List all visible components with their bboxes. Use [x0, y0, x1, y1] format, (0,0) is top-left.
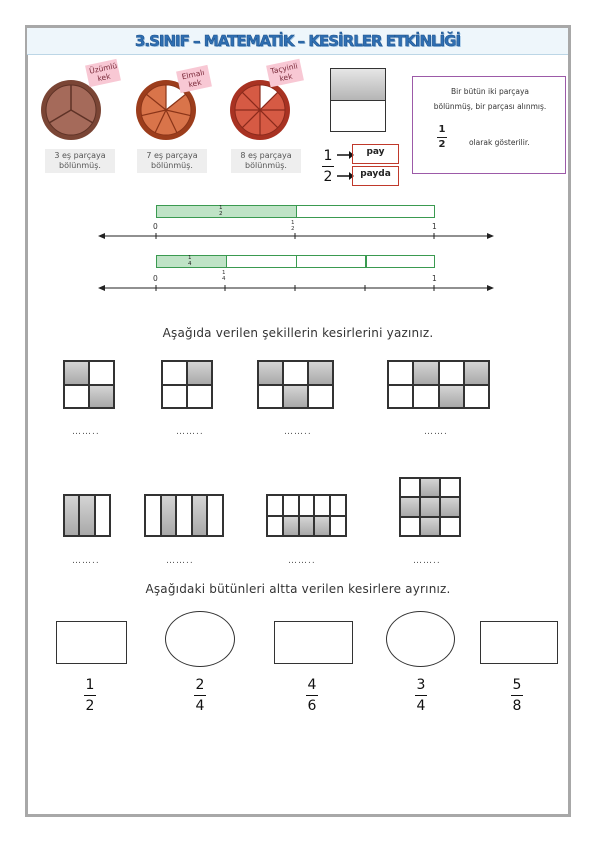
- figure-3x3: [399, 477, 461, 537]
- strip-quarter-label: 1 4: [188, 255, 192, 267]
- half-rectangle: [330, 68, 386, 132]
- nl1-tick-1: 1: [432, 222, 437, 231]
- fraction-demo: [320, 148, 336, 185]
- nl2-tick-quarter: 1 4: [222, 270, 226, 282]
- fraction-label: 4 6: [307, 677, 317, 715]
- info-fraction: 1 2: [438, 124, 446, 150]
- section2-instruction: Aşağıdaki bütünleri altta verilen kesirlere ayrınız.: [145, 582, 451, 596]
- answer-blank[interactable]: ……..: [72, 427, 100, 437]
- demo-numerator: 1: [323, 148, 333, 164]
- figure-2x2-a: [63, 360, 115, 409]
- nl2-tick-1: 1: [432, 274, 437, 283]
- fraction-label: 5 8: [512, 677, 522, 715]
- fraction-strip-halves: [156, 205, 435, 218]
- strip-half-shaded: [157, 206, 297, 217]
- figure-5-strips: [144, 494, 224, 537]
- half-rectangle-shaded: [331, 69, 385, 101]
- answer-blank[interactable]: ……..: [288, 556, 316, 566]
- answer-blank[interactable]: ……..: [284, 427, 312, 437]
- fraction-strip-quarters: [156, 255, 435, 268]
- info-line-2: bölünmüş, bir parçası alınmış.: [433, 102, 547, 111]
- figure-3-strips: [63, 494, 111, 537]
- nl1-tick-0: 0: [153, 222, 158, 231]
- info-line-1: Bir bütün iki parçaya: [451, 87, 529, 96]
- number-line-1: [98, 230, 494, 242]
- answer-blank[interactable]: ……..: [166, 556, 194, 566]
- answer-blank[interactable]: …….: [424, 427, 448, 437]
- pay-label: pay: [352, 144, 399, 164]
- nl2-tick-0: 0: [153, 274, 158, 283]
- figure-5x2: [266, 494, 347, 537]
- info-line-3: olarak gösterilir.: [469, 138, 530, 147]
- demo-denominator: 2: [323, 169, 333, 186]
- payda-label: payda: [352, 166, 399, 186]
- info-box: [412, 76, 566, 174]
- pie-tag-3: Taçyinli kek: [266, 59, 304, 88]
- figure-3x2: [257, 360, 334, 409]
- whole-oval-2[interactable]: [386, 611, 455, 667]
- whole-oval-1[interactable]: [165, 611, 235, 667]
- pie-tag-1: Üzümlü kek: [85, 59, 121, 87]
- nl1-tick-half: 1 2: [291, 220, 295, 232]
- number-line-2: [98, 282, 494, 294]
- figure-2x2-b: [161, 360, 213, 409]
- pie-caption-2: 7 eş parçaya bölünmüş.: [137, 149, 207, 173]
- pie-caption-3: 8 eş parçaya bölünmüş.: [231, 149, 301, 173]
- whole-rectangle-3[interactable]: [480, 621, 558, 664]
- pie-tag-2: Elmalı kek: [176, 65, 212, 93]
- fraction-label: 1 2: [85, 677, 95, 715]
- answer-blank[interactable]: ……..: [176, 427, 204, 437]
- fraction-label: 3 4: [416, 677, 426, 715]
- page-title: 3.SINIF – MATEMATİK – KESİRLER ETKİNLİĞİ: [134, 32, 461, 50]
- strip-half-label: 1 2: [219, 205, 223, 217]
- fraction-label: 2 4: [195, 677, 205, 715]
- title-banner: [27, 28, 568, 55]
- answer-blank[interactable]: ……..: [413, 556, 441, 566]
- whole-rectangle-2[interactable]: [274, 621, 353, 664]
- strip-quarter-shaded: [157, 256, 227, 267]
- whole-rectangle-1[interactable]: [56, 621, 127, 664]
- answer-blank[interactable]: ……..: [72, 556, 100, 566]
- section1-instruction: Aşağıda verilen şekillerin kesirlerini yazınız.: [162, 326, 434, 340]
- pie-caption-1: 3 eş parçaya bölünmüş.: [45, 149, 115, 173]
- figure-4x2: [387, 360, 490, 409]
